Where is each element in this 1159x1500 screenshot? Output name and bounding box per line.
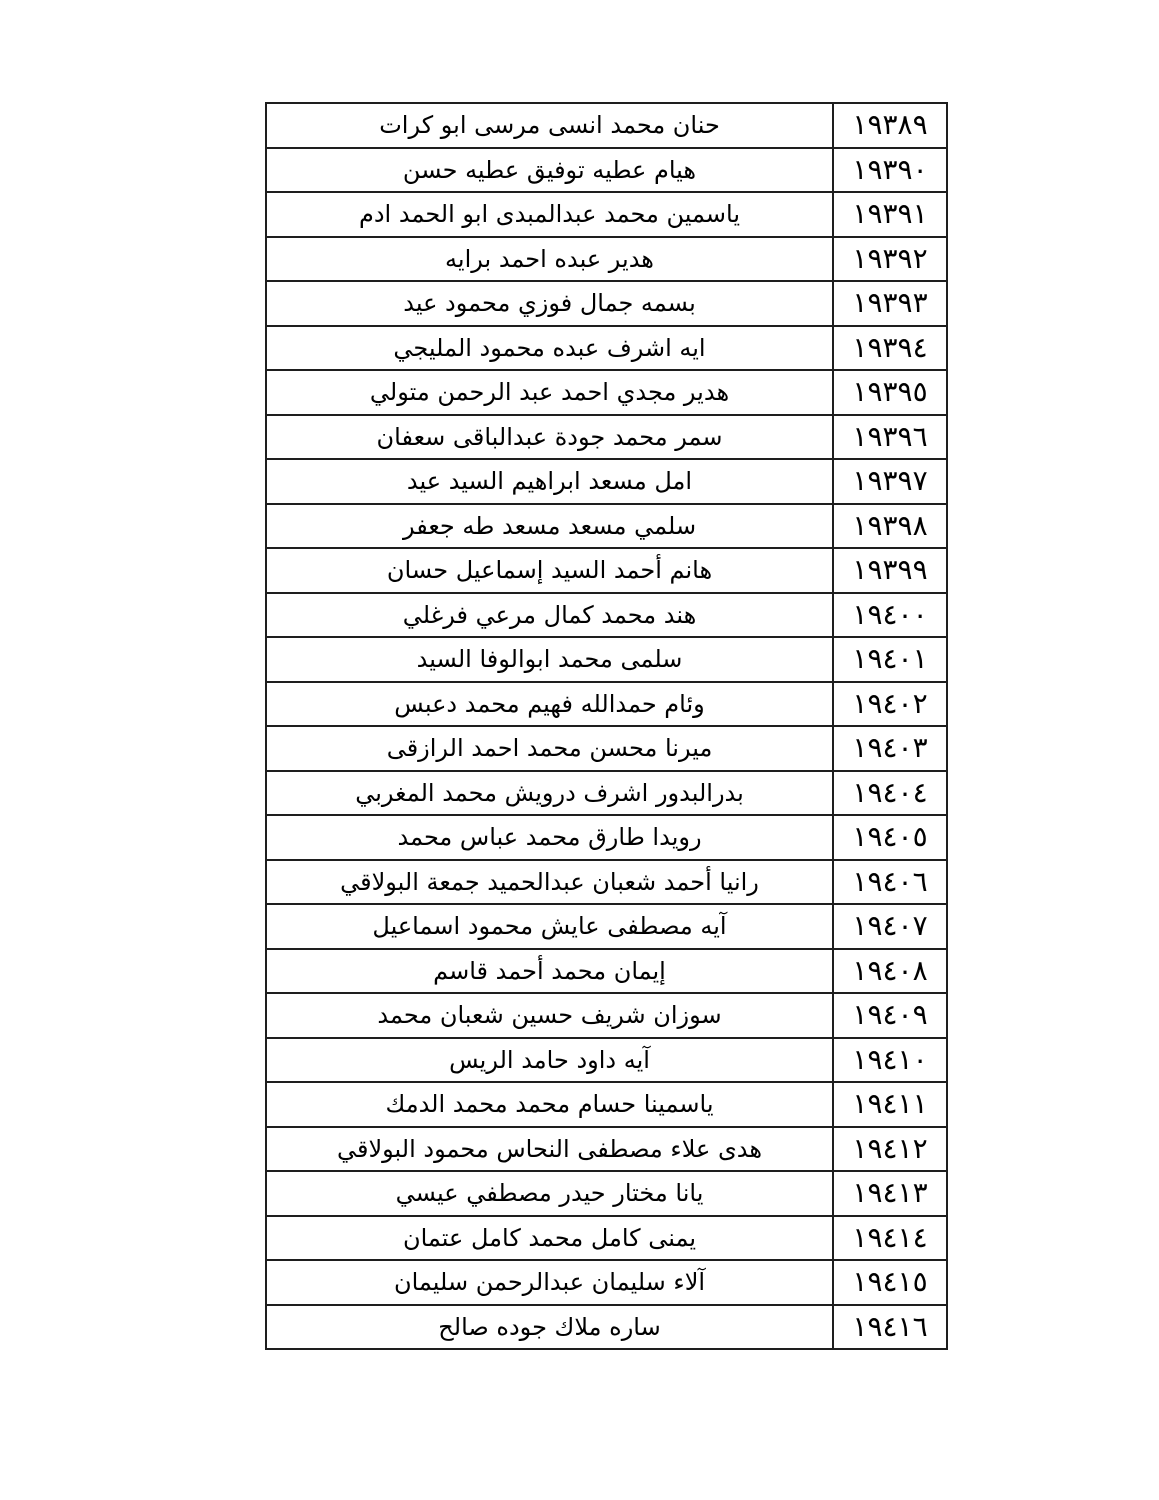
student-name: آيه داود حامد الريس: [449, 1045, 650, 1074]
table-row: [267, 770, 946, 815]
table-row: [267, 369, 946, 414]
serial-number: ١٩٤٠٤: [832, 772, 946, 815]
table-row: [267, 191, 946, 236]
student-name: سمر محمد جودة عبدالباقى سعفان: [376, 422, 723, 451]
serial-number: ١٩٤٠١: [832, 638, 946, 681]
student-name: وئام حمدالله فهيم محمد دعبس: [394, 689, 705, 718]
student-name: حنان محمد انسى مرسى ابو كرات: [379, 111, 720, 140]
serial-number: ١٩٣٩٨: [832, 505, 946, 548]
student-name: هدير عبده احمد برايه: [445, 244, 654, 273]
student-name: ياسمين محمد عبدالمبدى ابو الحمد ادم: [359, 200, 740, 229]
table-row: [267, 814, 946, 859]
student-name: سوزان شريف حسين شعبان محمد: [377, 1001, 722, 1030]
student-name: هانم أحمد السيد إسماعيل حسان: [386, 556, 713, 585]
table-row: [267, 992, 946, 1037]
table-row: [267, 547, 946, 592]
table-row: [267, 414, 946, 459]
student-name: سلمي مسعد مسعد طه جعفر: [402, 511, 697, 540]
serial-number: ١٩٤١٤: [832, 1217, 946, 1260]
student-name: رويدا طارق محمد عباس محمد: [397, 823, 702, 852]
student-name: يمنى كامل محمد كامل عتمان: [402, 1223, 697, 1252]
serial-number: ١٩٣٩٦: [832, 416, 946, 459]
table-row: [267, 636, 946, 681]
serial-number: ١٩٣٩٣: [832, 282, 946, 325]
student-name: ايه اشرف عبده محمود المليجي: [393, 333, 706, 362]
serial-number: ١٩٤١٣: [832, 1172, 946, 1215]
student-name: ياسمينا حسام محمد محمد الدمك: [385, 1090, 714, 1119]
table-row: [267, 859, 946, 904]
table-row: [267, 1304, 946, 1349]
table-row: [267, 903, 946, 948]
student-name: ساره ملاك جوده صالح: [438, 1312, 661, 1341]
serial-number: ١٩٣٩٤: [832, 327, 946, 370]
serial-number: ١٩٣٨٩: [832, 104, 946, 147]
student-name: بدرالبدور اشرف درويش محمد المغربي: [355, 778, 744, 807]
table-row: [267, 147, 946, 192]
student-name: ميرنا محسن محمد احمد الرازقى: [386, 734, 713, 763]
table-row: [267, 280, 946, 325]
table-row: [267, 503, 946, 548]
student-name: هدير مجدي احمد عبد الرحمن متولي: [369, 378, 730, 407]
table-row: [267, 458, 946, 503]
table-row: [267, 1259, 946, 1304]
serial-number: ١٩٤٠٣: [832, 727, 946, 770]
table-row: [267, 1215, 946, 1260]
table-row: [267, 725, 946, 770]
student-name: بسمه جمال فوزي محمود عيد: [403, 289, 696, 318]
serial-number: ١٩٣٩٥: [832, 371, 946, 414]
serial-number: ١٩٣٩١: [832, 193, 946, 236]
serial-number: ١٩٤٠٥: [832, 816, 946, 859]
table-row: [267, 948, 946, 993]
table-row: [267, 681, 946, 726]
student-name: هند محمد كمال مرعي فرغلي: [402, 600, 697, 629]
table-row: [267, 1081, 946, 1126]
table-row: [267, 1170, 946, 1215]
serial-number: ١٩٤٠٩: [832, 994, 946, 1037]
serial-number: ١٩٤٠٦: [832, 861, 946, 904]
serial-number: ١٩٤٠٨: [832, 950, 946, 993]
student-name: يانا مختار حيدر مصطفي عيسي: [395, 1179, 704, 1208]
student-name: إيمان محمد أحمد قاسم: [433, 956, 666, 985]
serial-number: ١٩٤٠٢: [832, 683, 946, 726]
serial-number: ١٩٤٠٠: [832, 594, 946, 637]
student-name: هدى علاء مصطفى النحاس محمود البولاقي: [336, 1134, 763, 1163]
table-row: [267, 325, 946, 370]
serial-number: ١٩٤١٦: [832, 1306, 946, 1349]
table-row: [267, 104, 946, 147]
serial-number: ١٩٤١٢: [832, 1128, 946, 1171]
serial-number: ١٩٣٩٩: [832, 549, 946, 592]
student-name: آلاء سليمان عبدالرحمن سليمان: [393, 1268, 706, 1297]
student-name: هيام عطيه توفيق عطيه حسن: [402, 155, 697, 184]
serial-number: ١٩٣٩٠: [832, 149, 946, 192]
student-name: سلمى محمد ابوالوفا السيد: [416, 645, 683, 674]
table-row: [267, 1126, 946, 1171]
serial-number: ١٩٣٩٢: [832, 238, 946, 281]
student-name: رانيا أحمد شعبان عبدالحميد جمعة البولاقي: [340, 867, 759, 896]
serial-number: ١٩٤١٠: [832, 1039, 946, 1082]
serial-number: ١٩٤١٥: [832, 1261, 946, 1304]
table-row: [267, 592, 946, 637]
serial-number: ١٩٤٠٧: [832, 905, 946, 948]
serial-number: ١٩٤١١: [832, 1083, 946, 1126]
student-name: آيه مصطفى عايش محمود اسماعيل: [372, 912, 727, 941]
student-name: امل مسعد ابراهيم السيد عيد: [406, 467, 693, 496]
serial-number: ١٩٣٩٧: [832, 460, 946, 503]
table-row: [267, 1037, 946, 1082]
roster-table: [265, 102, 948, 1350]
table-row: [267, 236, 946, 281]
